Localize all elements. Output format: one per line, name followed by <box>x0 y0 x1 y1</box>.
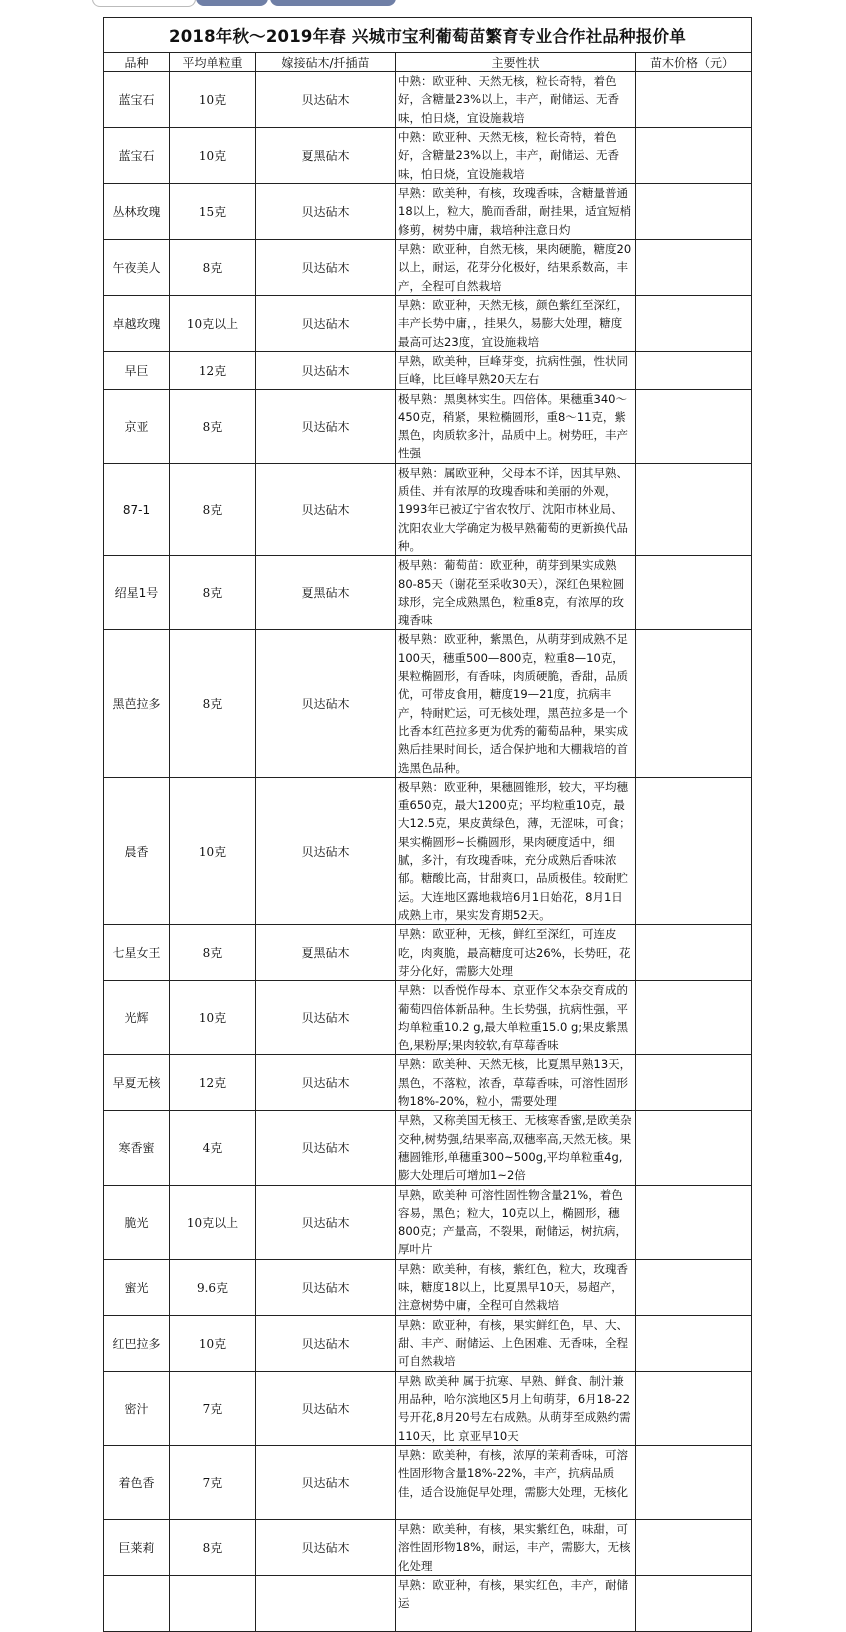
price-cell <box>636 925 752 981</box>
weight-cell: 10克 <box>170 777 256 924</box>
price-cell <box>636 1371 752 1445</box>
price-cell <box>636 240 752 296</box>
weight-cell: 8克 <box>170 630 256 777</box>
variety-cell: 午夜美人 <box>104 240 170 296</box>
price-cell <box>636 352 752 390</box>
variety-cell: 蓝宝石 <box>104 128 170 184</box>
weight-cell: 10克以上 <box>170 1185 256 1259</box>
variety-cell: 绍星1号 <box>104 556 170 630</box>
traits-cell: 早熟：欧美种、天然无核，比夏黑早熟13天，黑色，不落粒，浓香，草莓香味，可溶性固形物18%-20%，粒小，需要处理 <box>396 1055 636 1111</box>
price-cell <box>636 463 752 555</box>
rootstock-cell: 贝达砧木 <box>256 352 396 390</box>
table-row <box>104 556 752 630</box>
table-row <box>104 184 752 240</box>
table-row <box>104 777 752 924</box>
rootstock-cell: 贝达砧木 <box>256 981 396 1055</box>
weight-cell: 12克 <box>170 352 256 390</box>
variety-cell: 丛林玫瑰 <box>104 184 170 240</box>
rootstock-cell: 贝达砧木 <box>256 1185 396 1259</box>
price-table <box>103 17 752 1632</box>
column-header-avg-weight: 平均单粒重 <box>170 53 256 72</box>
variety-cell: 蜜光 <box>104 1259 170 1315</box>
traits-cell: 极早熟：欧亚种，紫黑色，从萌芽到成熟不足100天，穗重500—800克，粒重8—10克，果粒椭圆形，有香味，肉质硬脆，香甜，品质优，可带皮食用，糖度19—21度，抗病丰产，特耐贮运，可无核处理，黑芭拉多是一个比香本红芭拉多更为优秀的葡萄品种，果实成熟后挂果时间长，适合保护地和大棚栽培的首选黑色品种。 <box>396 630 636 777</box>
traits-cell: 早熟：欧美种，有核，浓厚的茉莉香味，可溶性固形物含量18%-22%，丰产，抗病品质佳，适合设施促早处理，需膨大处理，无核化 <box>396 1445 636 1519</box>
weight-cell <box>170 1575 256 1631</box>
rootstock-cell: 贝达砧木 <box>256 1055 396 1111</box>
traits-cell: 早熟：欧亚种，自然无核，果肉硬脆，糖度20以上，耐运，花芽分化极好，结果系数高，丰产，全程可自然栽培 <box>396 240 636 296</box>
browser-tab[interactable] <box>92 0 196 7</box>
table-row <box>104 1519 752 1575</box>
variety-cell: 京亚 <box>104 389 170 463</box>
traits-cell: 早熟：欧美种，有核，玫瑰香味，含糖量普通18以上，粒大，脆而香甜，耐挂果，适宜短梢修剪，树势中庸，栽培种注意日灼 <box>396 184 636 240</box>
table-row <box>104 352 752 390</box>
variety-cell: 早夏无核 <box>104 1055 170 1111</box>
variety-cell <box>104 1575 170 1631</box>
rootstock-cell: 贝达砧木 <box>256 296 396 352</box>
variety-cell: 87-1 <box>104 463 170 555</box>
rootstock-cell: 夏黑砧木 <box>256 925 396 981</box>
weight-cell: 7克 <box>170 1371 256 1445</box>
table-row <box>104 1575 752 1631</box>
price-cell <box>636 1315 752 1371</box>
price-cell <box>636 1055 752 1111</box>
weight-cell: 10克 <box>170 981 256 1055</box>
rootstock-cell: 贝达砧木 <box>256 389 396 463</box>
table-row <box>104 1111 752 1185</box>
traits-cell: 早熟：欧亚种，有核，果实红色，丰产，耐储运 <box>396 1575 636 1631</box>
traits-cell: 极早熟：葡萄苗：欧亚种，萌芽到果实成熟80-85天（谢花至采收30天），深红色果粒圆球形，完全成熟黑色，粒重8克，有浓厚的玫瑰香味 <box>396 556 636 630</box>
price-cell <box>636 184 752 240</box>
traits-cell: 早熟：欧美种，有核，紫红色，粒大，玫瑰香味，糖度18以上，比夏黑早10天，易超产，注意树势中庸，全程可自然栽培 <box>396 1259 636 1315</box>
weight-cell: 12克 <box>170 1055 256 1111</box>
table-row <box>104 1185 752 1259</box>
weight-cell: 10克 <box>170 1315 256 1371</box>
variety-cell: 晨香 <box>104 777 170 924</box>
variety-cell: 巨莱莉 <box>104 1519 170 1575</box>
weight-cell: 8克 <box>170 925 256 981</box>
rootstock-cell: 贝达砧木 <box>256 1259 396 1315</box>
rootstock-cell: 贝达砧木 <box>256 463 396 555</box>
rootstock-cell: 夏黑砧木 <box>256 556 396 630</box>
table-row <box>104 72 752 128</box>
traits-cell: 早熟，又称美国无核王、无核寒香蜜,是欧美杂交种,树势强,结果率高,双穗率高,天然无核。果穗圆锥形,单穗重300~500g,平均单粒重4g,膨大处理后可增加1~2倍 <box>396 1111 636 1185</box>
price-cell <box>636 1185 752 1259</box>
table-row <box>104 1315 752 1371</box>
weight-cell: 8克 <box>170 1519 256 1575</box>
rootstock-cell: 贝达砧木 <box>256 777 396 924</box>
table-row <box>104 389 752 463</box>
column-header-variety: 品种 <box>104 53 170 72</box>
rootstock-cell: 贝达砧木 <box>256 1445 396 1519</box>
traits-cell: 早熟，欧美种 可溶性固性物含量21%，着色容易，黑色；粒大，10克以上，椭圆形，穗800克；产量高，不裂果，耐储运，树抗病，厚叶片 <box>396 1185 636 1259</box>
weight-cell: 8克 <box>170 240 256 296</box>
browser-tab-strip <box>0 0 846 10</box>
browser-tab[interactable] <box>270 0 396 6</box>
price-cell <box>636 296 752 352</box>
variety-cell: 七星女王 <box>104 925 170 981</box>
browser-tab[interactable] <box>196 0 268 6</box>
variety-cell: 蓝宝石 <box>104 72 170 128</box>
table-row <box>104 1445 752 1519</box>
table-row <box>104 925 752 981</box>
weight-cell: 7克 <box>170 1445 256 1519</box>
weight-cell: 8克 <box>170 389 256 463</box>
traits-cell: 早熟：欧亚种，无核，鲜红至深红，可连皮吃，肉爽脆，最高糖度可达26%，长势旺，花芽分化好，需膨大处理 <box>396 925 636 981</box>
rootstock-cell: 贝达砧木 <box>256 1111 396 1185</box>
weight-cell: 8克 <box>170 556 256 630</box>
price-cell <box>636 1519 752 1575</box>
price-cell <box>636 1575 752 1631</box>
table-row <box>104 463 752 555</box>
table-row <box>104 1055 752 1111</box>
price-cell <box>636 630 752 777</box>
traits-cell: 中熟：欧亚种、天然无核，粒长奇特，着色好，含糖量23%以上，丰产，耐储运、无香味，怕日烧，宜设施栽培 <box>396 128 636 184</box>
variety-cell: 光辉 <box>104 981 170 1055</box>
variety-cell: 红巴拉多 <box>104 1315 170 1371</box>
traits-cell: 早熟：欧美种，有核，果实紫红色，味甜，可溶性固形物18%，耐运，丰产，需膨大，无核化处理 <box>396 1519 636 1575</box>
rootstock-cell <box>256 1575 396 1631</box>
variety-cell: 黑芭拉多 <box>104 630 170 777</box>
variety-cell: 卓越玫瑰 <box>104 296 170 352</box>
traits-cell: 早熟 欧美种 属于抗寒、早熟、鲜食、制汁兼用品种，哈尔滨地区5月上旬萌芽，6月18-22号开花,8月20号左右成熟。从萌芽至成熟约需110天，比 京亚早10天 <box>396 1371 636 1445</box>
traits-cell: 早熟：以香悦作母本、京亚作父本杂交育成的葡萄四倍体新品种。生长势强，抗病性强，平均单粒重10.2 g,最大单粒重15.0 g;果皮紫黑色,果粉厚;果肉较软,有草莓香味 <box>396 981 636 1055</box>
rootstock-cell: 贝达砧木 <box>256 72 396 128</box>
price-cell <box>636 1259 752 1315</box>
variety-cell: 寒香蜜 <box>104 1111 170 1185</box>
rootstock-cell: 贝达砧木 <box>256 630 396 777</box>
column-header-traits: 主要性状 <box>396 53 636 72</box>
weight-cell: 10克 <box>170 72 256 128</box>
price-cell <box>636 777 752 924</box>
variety-cell: 脆光 <box>104 1185 170 1259</box>
traits-cell: 早熟：欧亚种，有核，果实鲜红色，早、大、甜、丰产、耐储运、上色困难、无香味，全程可自然栽培 <box>396 1315 636 1371</box>
weight-cell: 15克 <box>170 184 256 240</box>
price-sheet <box>103 17 751 1632</box>
rootstock-cell: 贝达砧木 <box>256 184 396 240</box>
weight-cell: 8克 <box>170 463 256 555</box>
column-header-rootstock: 嫁接砧木/扦插苗 <box>256 53 396 72</box>
variety-cell: 密汁 <box>104 1371 170 1445</box>
table-header-row <box>104 53 752 72</box>
column-header-price: 苗木价格（元） <box>636 53 752 72</box>
weight-cell: 10克 <box>170 128 256 184</box>
weight-cell: 10克以上 <box>170 296 256 352</box>
traits-cell: 早熟，欧美种，巨峰芽变，抗病性强，性状同巨峰，比巨峰早熟20天左右 <box>396 352 636 390</box>
price-cell <box>636 389 752 463</box>
weight-cell: 9.6克 <box>170 1259 256 1315</box>
table-row <box>104 1371 752 1445</box>
table-row <box>104 128 752 184</box>
rootstock-cell: 夏黑砧木 <box>256 128 396 184</box>
price-cell <box>636 1111 752 1185</box>
rootstock-cell: 贝达砧木 <box>256 1519 396 1575</box>
traits-cell: 极早熟：属欧亚种，父母本不详，因其早熟、质佳、并有浓厚的玫瑰香味和美丽的外观，1993年已被辽宁省农牧厅、沈阳市林业局、沈阳农业大学确定为极早熟葡萄的更新换代品种。 <box>396 463 636 555</box>
traits-cell: 极早熟：欧亚种，果穗圆锥形，较大，平均穗重650克，最大1200克；平均粒重10克，最大12.5克，果皮黄绿色，薄，无涩味，可食；果实椭圆形~长椭圆形，果肉硬度适中，细腻，多汁，有玫瑰香味，充分成熟后香味浓郁。糖酸比高，甘甜爽口，品质极佳。较耐贮运。大连地区露地栽培6月1日始花，8月1日成熟上市，果实发育期52天。 <box>396 777 636 924</box>
traits-cell: 中熟：欧亚种、天然无核，粒长奇特，着色好，含糖量23%以上，丰产，耐储运、无香味，怕日烧，宜设施栽培 <box>396 72 636 128</box>
rootstock-cell: 贝达砧木 <box>256 1315 396 1371</box>
price-cell <box>636 72 752 128</box>
traits-cell: 极早熟：黑奥林实生。四倍体。果穗重340～450克，稍紧，果粒椭圆形，重8～11克，紫黑色，肉质软多汁，品质中上。树势旺，丰产性强 <box>396 389 636 463</box>
price-cell <box>636 556 752 630</box>
rootstock-cell: 贝达砧木 <box>256 1371 396 1445</box>
table-row <box>104 630 752 777</box>
variety-cell: 早巨 <box>104 352 170 390</box>
traits-cell: 早熟：欧亚种，天然无核，颜色紫红至深红，丰产长势中庸，，挂果久，易膨大处理，糖度最高可达23度，宜设施栽培 <box>396 296 636 352</box>
table-row <box>104 981 752 1055</box>
variety-cell: 着色香 <box>104 1445 170 1519</box>
table-row <box>104 296 752 352</box>
table-row <box>104 1259 752 1315</box>
page-title: 2018年秋～2019年春 兴城市宝利葡萄苗繁育专业合作社品种报价单 <box>104 18 752 53</box>
rootstock-cell: 贝达砧木 <box>256 240 396 296</box>
price-cell <box>636 981 752 1055</box>
weight-cell: 4克 <box>170 1111 256 1185</box>
price-cell <box>636 128 752 184</box>
table-row <box>104 240 752 296</box>
price-cell <box>636 1445 752 1519</box>
